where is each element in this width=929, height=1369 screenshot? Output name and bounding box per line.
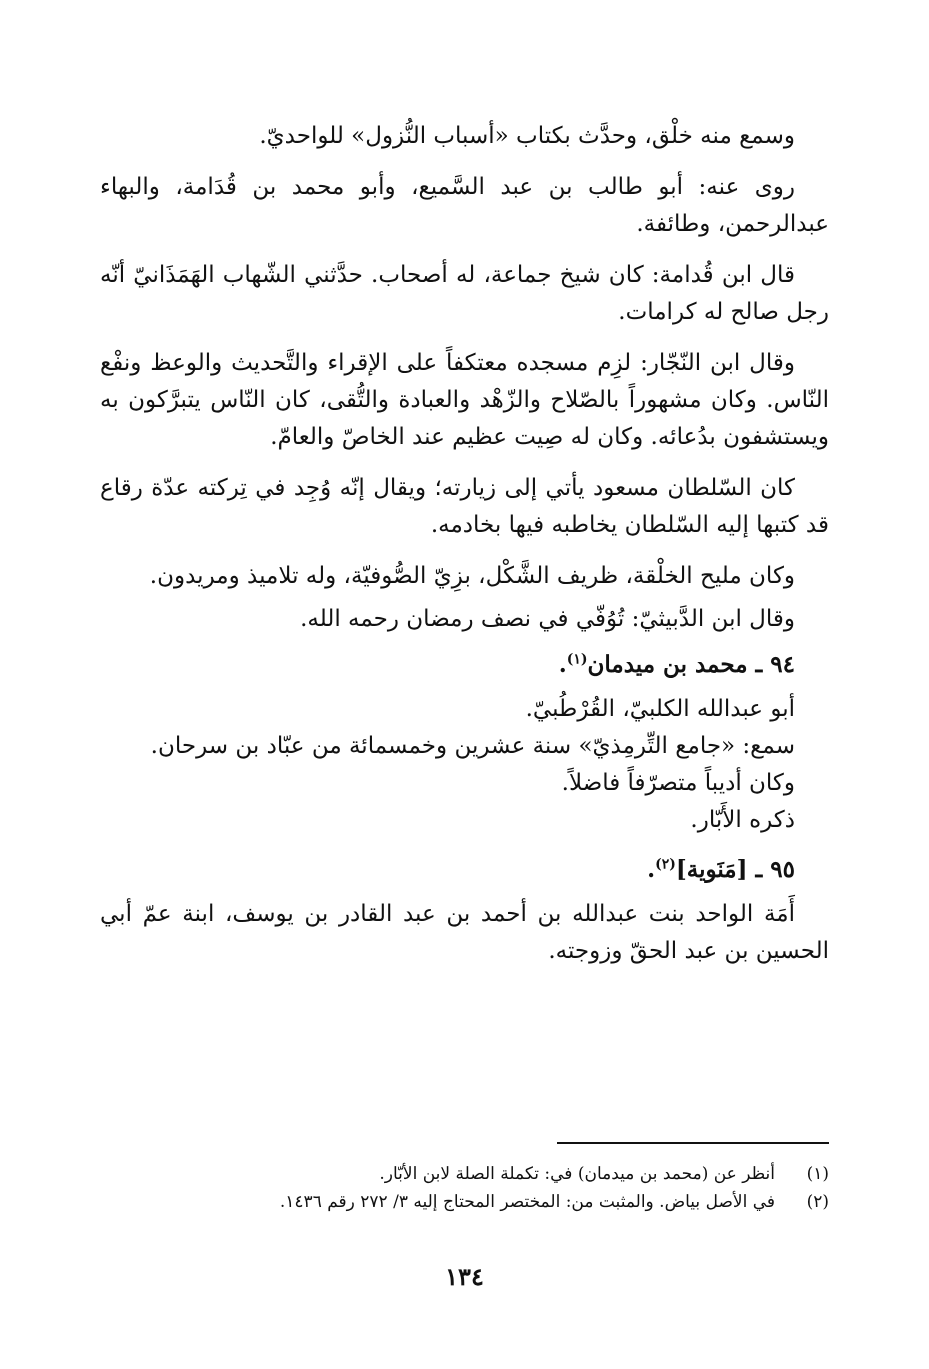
entry-94-line: أبو عبدالله الكلبيّ، القُرْطُبيّ. [525,696,795,722]
paragraph-ibn-qudama: قال ابن قُدامة: كان شيخ جماعة، له أصحاب. حدَّثني الشّهاب الهَمَذَانيّ أنّه رجل صالح له كرامات. [100,262,829,325]
paragraph-sultan-masud: كان السّلطان مسعود يأتي إلى زيارته؛ ويقال إنّه وُجِد في تِركته عدّة رقاع قد كتبها إليه السّلطان يخاطبه فيها بخادمه. [100,475,829,538]
entry-94-line: ذكره الأَبّار. [690,807,795,833]
footnote-number: (١) [806,1164,829,1184]
paragraph-narrated-by: روى عنه: أبو طالب بن عبد السَّميع، وأبو محمد بن قُدَامة، والبهاء عبدالرحمن، وطائفة. [100,174,829,237]
entry-95-name: [مَنَوية] [675,856,748,883]
entry-94-name: محمد بن ميدمان [587,651,748,678]
entry-95-heading [100,851,829,888]
page-number: ١٣٤ [445,1262,484,1291]
paragraph-ibn-najjar: وقال ابن النّجّار: لزِم مسجده معتكفاً على الإقراء والتَّحديث والوعظ ونفْع النّاس. وكان مشهوراً بالصّلاح والزّهْد والعبادة والتُّقى، كان النّاس يتبرَّكون به ويستشفون بدُعائه. وكان له صِيت عظيم عند الخاصّ والعامّ. [100,350,829,450]
entry-94-line: سمع: «جامع التِّرمِذيّ» سنة عشرين وخمسمائة من عبّاد بن سرحان. [150,733,795,759]
footnote-text: أنظر عن (محمد بن ميدمان) في: تكملة الصلة لابن الأبّار. [379,1164,775,1184]
footnote-number: (٢) [806,1192,829,1212]
paragraph-ibn-dubaythi: وقال ابن الدَّبيثيّ: تُوُفّي في نصف رمضان رحمه الله. [300,606,795,632]
footnotes [100,1160,829,1216]
footnote-text: في الأصل بياض. والمثبت من: المختصر المحتاج إليه ٣/ ٢٧٢ رقم ١٤٣٦. [279,1192,775,1212]
entry-94-line: وكان أديباً متصرّفاً فاضلاً. [561,770,795,796]
footnote-1 [100,1160,829,1188]
entry-94-end: . [558,651,567,678]
footnote-2 [100,1188,829,1216]
footnote-ref-1[interactable]: (١) [566,651,588,668]
entry-95-end: . [647,856,656,883]
entry-94-number: ٩٤ ـ [755,651,795,678]
entry-94-heading [100,646,829,683]
paragraph-heard-from: وسمع منه خلْق، وحدَّث بكتاب «أسباب النُّزول» للواحديّ. [259,123,795,149]
entry-95-text: أَمَة الواحد بنت عبدالله بن أحمد بن عبد القادر بن يوسف، ابنة عمّ أبي الحسين بن عبد الحقّ وزوجته. [100,901,829,964]
main-text [100,118,829,984]
footnote-ref-2[interactable]: (٢) [655,856,676,873]
entry-95-number: ٩٥ ـ [755,856,795,883]
footnote-divider [557,1142,829,1144]
paragraph-character: وكان مليح الخلْقة، ظريف الشَّكْل، بزِيّ الصُّوفيّة، وله تلاميذ ومريدون. [149,563,795,589]
